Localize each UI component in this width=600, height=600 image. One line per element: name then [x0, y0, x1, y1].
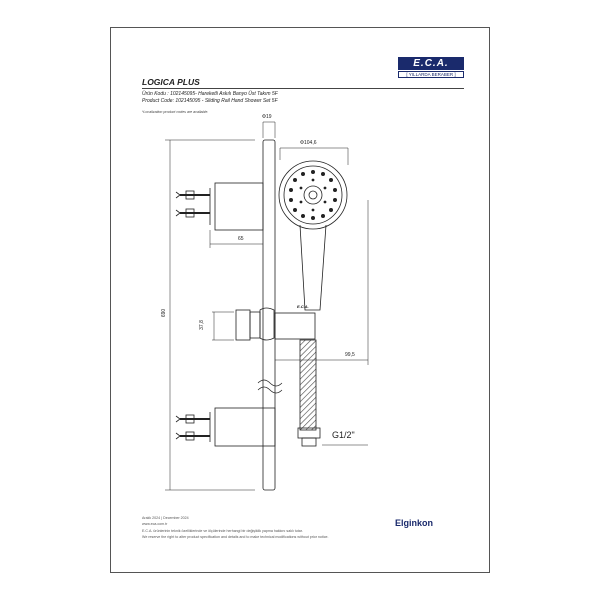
break-mark-lower	[258, 387, 282, 393]
upper-screws	[176, 191, 210, 217]
handset-logo-mark: E.C.A.	[297, 304, 309, 309]
footer-revision: Aralık 2024 | December 2024	[142, 516, 189, 520]
localization-note: *Localization product codes are available.	[142, 110, 209, 114]
product-code-tr: Ürün Kodu : 102145095- Hareketli Askılı Banyo Üst Takım 5F	[142, 91, 278, 97]
dim-thread-size: G1/2"	[332, 430, 355, 440]
footer-website: www.eca.com.tr	[142, 522, 168, 526]
dim-holder-height: 37,8	[198, 320, 205, 330]
lower-wall-bracket	[215, 408, 275, 446]
footer-disclaimer-en: We reserve the right to alter product specification and details and to make technical modifications without prior notice.	[142, 535, 329, 539]
dim-rail-diameter: Φ19	[262, 114, 272, 120]
logo-wordmark: E.C.A.	[398, 57, 464, 70]
shower-handle	[300, 225, 326, 310]
dim-head-diameter: Φ104,6	[300, 140, 317, 146]
shower-hose	[300, 340, 316, 430]
dim-wall-offset: 65	[238, 236, 244, 242]
spray-nozzles	[289, 170, 337, 220]
slider-knob	[236, 310, 250, 340]
handset-holder	[275, 313, 315, 339]
dim-total-height: 690	[161, 308, 168, 318]
break-mark-upper	[258, 380, 282, 386]
distributor-logo: Elginkon	[395, 518, 433, 528]
logo-tagline: [ YILLARDA BERABER ]	[398, 71, 464, 78]
footer-disclaimer-tr: E.C.A. ürünlerinin teknik özelliklerinde ve ölçülerinde herhangi bir değişiklik yapma hakkını saklı tutar.	[142, 529, 303, 533]
series-title: LOGICA PLUS	[142, 77, 200, 87]
slide-rail	[263, 140, 275, 490]
product-code-en: Product Code: 102145095 - Sliding Rail Hand Shower Set 5F	[142, 98, 278, 104]
lower-screws	[176, 415, 210, 440]
slider-body	[260, 308, 274, 340]
dim-hose-offset: 99,5	[345, 352, 355, 358]
upper-wall-bracket	[215, 183, 263, 230]
